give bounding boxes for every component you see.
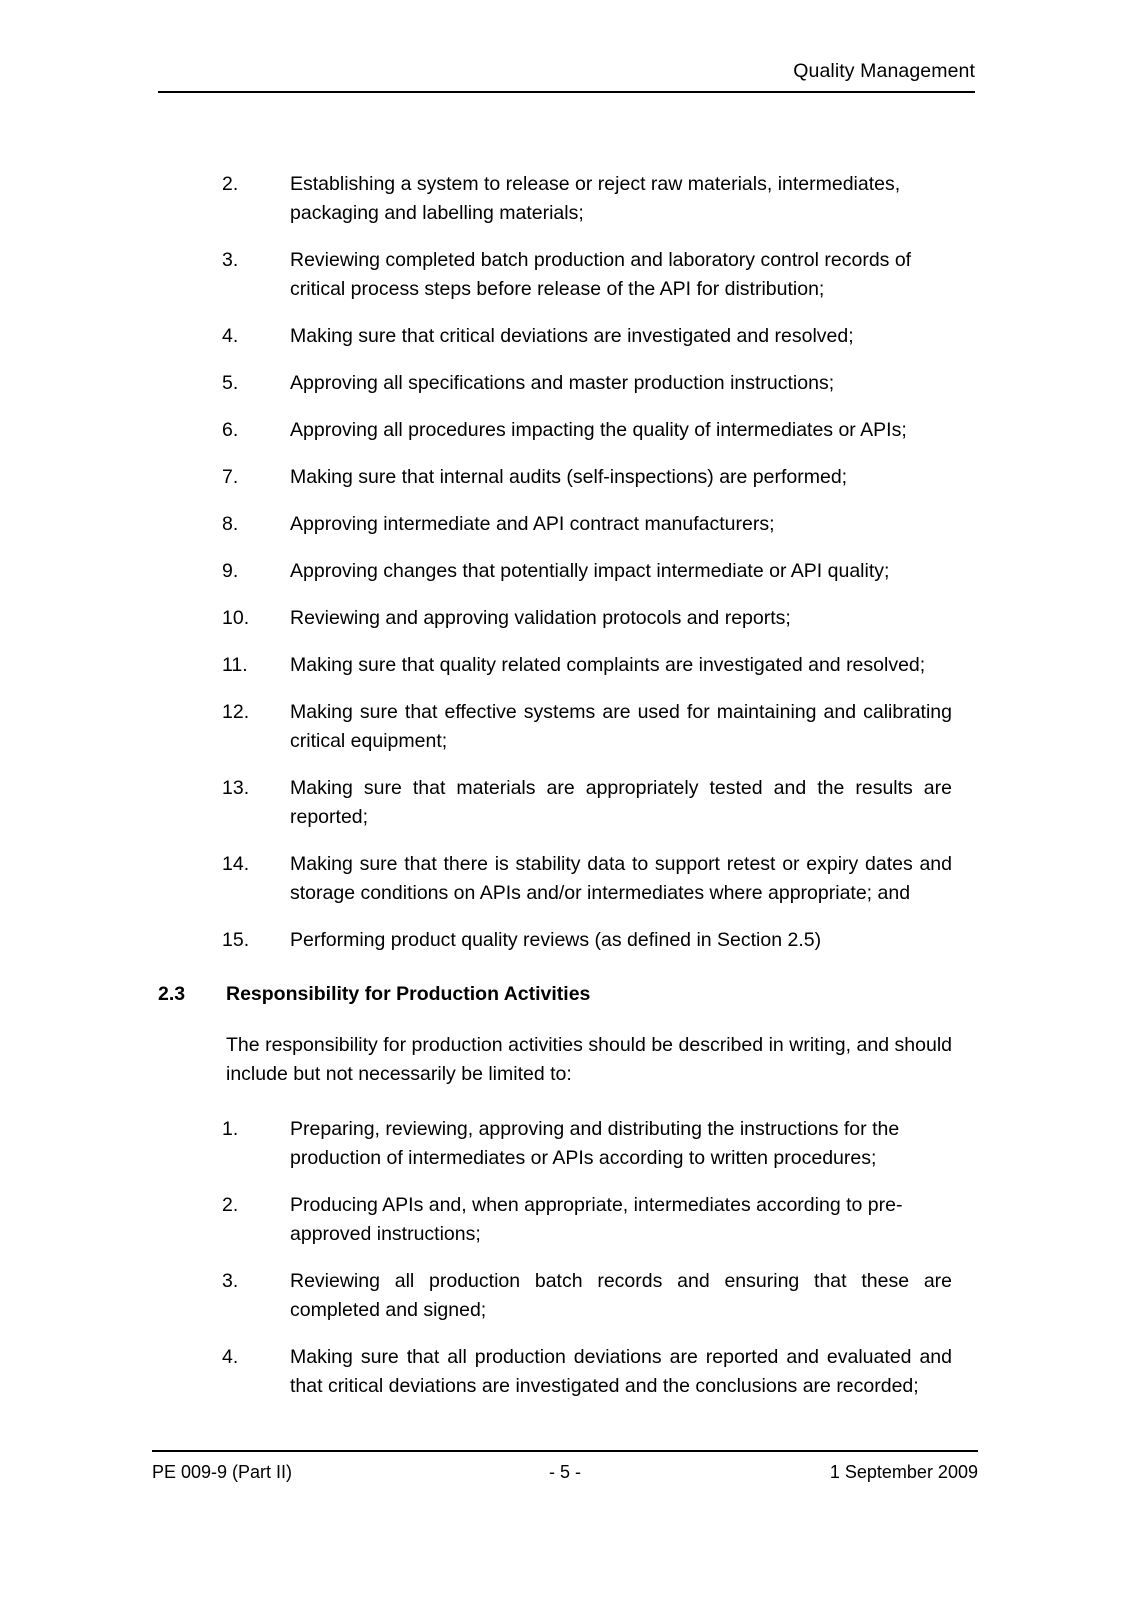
- section-intro-paragraph: The responsibility for production activities should be described in writing, and should include but not necessarily be limited to:: [226, 1034, 952, 1085]
- document-body: [0, 170, 1131, 1419]
- list-item: [0, 1191, 1131, 1249]
- list-item-number: 14.: [222, 853, 250, 875]
- list-item-number: 6.: [222, 419, 239, 441]
- footer-page-number: - 5 -: [548, 1462, 581, 1482]
- footer-divider: [152, 1450, 978, 1452]
- list-item-number: 12.: [222, 701, 250, 723]
- list-item: [0, 510, 1131, 539]
- list-item: [0, 463, 1131, 492]
- list-item-number: 2.: [222, 173, 239, 195]
- list-item-text: Establishing a system to release or reject raw materials, intermediates, packaging and labelling materials;: [290, 173, 901, 224]
- header-divider: [158, 91, 975, 93]
- list-item-text: Making sure that quality related complaints are investigated and resolved;: [290, 654, 926, 676]
- list-item-number: 1.: [222, 1118, 239, 1140]
- list-item: [0, 557, 1131, 586]
- list-item: [0, 926, 1131, 955]
- list-item-text: Making sure that all production deviations are reported and evaluated and that critical deviations are investigated and the conclusions are recorded;: [290, 1346, 952, 1397]
- list-item-text: Reviewing all production batch records and ensuring that these are completed and signed;: [290, 1270, 952, 1321]
- list-item-number: 4.: [222, 325, 239, 347]
- list-item: [0, 1267, 1131, 1325]
- list-item-text: Approving all specifications and master production instructions;: [290, 372, 835, 394]
- list-item-text: Approving all procedures impacting the quality of intermediates or APIs;: [290, 419, 907, 441]
- list-item-text: Making sure that internal audits (self-inspections) are performed;: [290, 466, 848, 488]
- list-item-text: Reviewing and approving validation protocols and reports;: [290, 607, 791, 629]
- list-item: [0, 604, 1131, 633]
- list-item-number: 7.: [222, 466, 239, 488]
- list-item-number: 3.: [222, 249, 239, 271]
- list-item-number: 11.: [222, 654, 248, 676]
- list-item: [0, 170, 1131, 228]
- header-title: Quality Management: [793, 60, 975, 82]
- list-item-number: 10.: [222, 607, 250, 629]
- list-item-text: Producing APIs and, when appropriate, intermediates according to pre-approved instructions;: [290, 1194, 903, 1245]
- list-item: [0, 369, 1131, 398]
- list-item: [0, 651, 1131, 680]
- list-item-text: Reviewing completed batch production and laboratory control records of critical process steps before release of the API for distribution;: [290, 249, 912, 300]
- section-number: 2.3: [158, 983, 186, 1005]
- list-item-text: Making sure that critical deviations are investigated and resolved;: [290, 325, 854, 347]
- list-item-number: 2.: [222, 1194, 239, 1216]
- list-item: [0, 416, 1131, 445]
- list-item-number: 9.: [222, 560, 239, 582]
- list-item-number: 15.: [222, 929, 250, 951]
- list-item: [0, 850, 1131, 908]
- list-item: [0, 322, 1131, 351]
- list-item: [0, 698, 1131, 756]
- list-item-text: Preparing, reviewing, approving and distributing the instructions for the production of intermediates or APIs according to written procedures;: [290, 1118, 900, 1169]
- list-item-number: 5.: [222, 372, 239, 394]
- list-item-text: Making sure that materials are appropriately tested and the results are reported;: [290, 777, 952, 828]
- footer-date: 1 September 2009: [829, 1462, 978, 1482]
- list-item: [0, 246, 1131, 304]
- list-item-number: 8.: [222, 513, 239, 535]
- footer-document-code: PE 009-9 (Part II): [152, 1462, 293, 1482]
- section-heading-2-3: [0, 980, 1131, 1009]
- list-item: [0, 1115, 1131, 1173]
- list-item-number: 13.: [222, 777, 250, 799]
- page-header: [158, 58, 975, 93]
- list-item-text: Making sure that effective systems are used for maintaining and calibrating critical equipment;: [290, 701, 952, 752]
- list-item-number: 3.: [222, 1270, 239, 1292]
- list-item-text: Performing product quality reviews (as defined in Section 2.5): [290, 929, 822, 951]
- list-item: [0, 1343, 1131, 1401]
- list-item-text: Making sure that there is stability data to support retest or expiry dates and storage conditions on APIs and/or intermediates where appropriate; and: [290, 853, 952, 904]
- list-item-number: 4.: [222, 1346, 239, 1368]
- list-item: [0, 774, 1131, 832]
- production-responsibilities-list: [0, 1115, 1131, 1401]
- section-title: Responsibility for Production Activities: [226, 983, 591, 1005]
- list-item-text: Approving changes that potentially impact intermediate or API quality;: [290, 560, 890, 582]
- list-item-text: Approving intermediate and API contract manufacturers;: [290, 513, 775, 535]
- page-footer: [152, 1450, 978, 1484]
- quality-unit-responsibilities-list: [0, 170, 1131, 955]
